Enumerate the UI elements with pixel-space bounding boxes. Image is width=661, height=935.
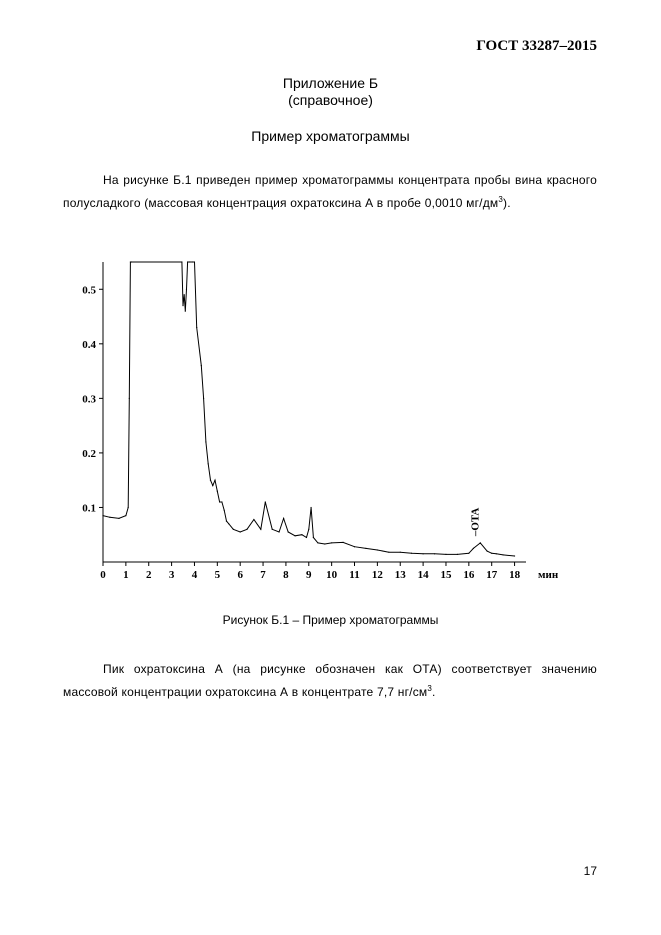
data-point xyxy=(109,517,110,518)
x-tick-label: 7 xyxy=(260,569,266,581)
data-point xyxy=(354,546,355,547)
data-point xyxy=(130,261,131,262)
data-point xyxy=(189,261,190,262)
data-point xyxy=(196,327,197,328)
chromatogram-chart xyxy=(76,256,576,586)
x-tick-label: 11 xyxy=(349,569,360,581)
data-point xyxy=(503,554,504,555)
data-point xyxy=(214,480,215,481)
data-point xyxy=(201,365,202,366)
chromatogram-trace xyxy=(103,262,515,556)
x-tick-label: 13 xyxy=(394,569,406,581)
intro-tail: ). xyxy=(503,196,511,210)
data-point xyxy=(301,534,302,535)
data-point xyxy=(377,549,378,550)
data-point xyxy=(310,507,311,508)
data-point xyxy=(185,310,186,311)
data-point xyxy=(434,553,435,554)
data-point xyxy=(205,441,206,442)
figure-caption: Рисунок Б.1 – Пример хроматограммы xyxy=(222,613,439,627)
data-point xyxy=(306,537,307,538)
data-point xyxy=(457,554,458,555)
x-tick-label: 4 xyxy=(191,569,198,581)
result-superscript: 3 xyxy=(427,684,433,693)
x-tick-label: 1 xyxy=(123,569,129,581)
x-tick-label: 12 xyxy=(371,569,383,581)
data-point xyxy=(131,261,132,262)
data-point xyxy=(118,518,119,519)
x-tick-label: 16 xyxy=(463,569,475,581)
x-tick-label: 17 xyxy=(486,569,498,581)
y-tick-label: 0.5 xyxy=(82,284,96,297)
data-point xyxy=(184,294,185,295)
data-point xyxy=(278,531,279,532)
data-point xyxy=(265,501,266,502)
data-point xyxy=(491,553,492,554)
data-point xyxy=(487,550,488,551)
data-point xyxy=(468,553,469,554)
data-point xyxy=(212,485,213,486)
data-point xyxy=(313,537,314,538)
data-point xyxy=(226,520,227,521)
data-point xyxy=(208,463,209,464)
data-point xyxy=(260,529,261,530)
data-point xyxy=(324,543,325,544)
data-point xyxy=(480,542,481,543)
x-tick-label: 6 xyxy=(237,569,243,581)
intro-text: На рисунке Б.1 приведен пример хроматограммы концентрата пробы вина красного полусладкого (массовая концентрация охратоксина А в пробе 0,0010 мг/дм xyxy=(63,173,597,210)
document-code: ГОСТ 33287–2015 xyxy=(476,38,597,54)
data-point xyxy=(125,515,126,516)
data-point xyxy=(187,261,188,262)
y-tick-label: 0.4 xyxy=(82,338,96,351)
appendix-heading xyxy=(0,75,661,109)
data-point xyxy=(317,542,318,543)
x-tick-label: 5 xyxy=(214,569,221,581)
appendix-title: Приложение Б xyxy=(282,75,379,91)
data-point xyxy=(388,552,389,553)
x-tick-label: 15 xyxy=(440,569,452,581)
data-point xyxy=(192,261,193,262)
data-point xyxy=(514,555,515,556)
data-point xyxy=(411,553,412,554)
x-tick-label: 18 xyxy=(509,569,521,581)
x-tick-label: 14 xyxy=(417,569,429,581)
x-tick-label: 9 xyxy=(306,569,312,581)
data-point xyxy=(181,261,182,262)
y-tick-label: 0.1 xyxy=(82,502,96,515)
data-point xyxy=(186,289,187,290)
page-number: 17 xyxy=(583,864,597,878)
data-point xyxy=(445,554,446,555)
x-tick-label: 2 xyxy=(145,569,152,581)
x-tick-label: 8 xyxy=(283,569,289,581)
data-point xyxy=(217,490,218,491)
data-point xyxy=(194,261,195,262)
data-point xyxy=(219,501,220,502)
data-point xyxy=(102,515,103,516)
intro-paragraph xyxy=(63,169,597,215)
data-point xyxy=(294,535,295,536)
data-point xyxy=(233,529,234,530)
data-point xyxy=(228,523,229,524)
data-point xyxy=(308,529,309,530)
data-point xyxy=(210,480,211,481)
data-point xyxy=(253,519,254,520)
appendix-subtitle: (справочное) xyxy=(288,92,373,108)
x-axis-label: мин xyxy=(538,569,559,581)
section-title: Пример хроматограммы xyxy=(251,128,410,144)
data-point xyxy=(283,518,284,519)
data-point xyxy=(128,507,129,508)
data-point xyxy=(400,552,401,553)
data-point xyxy=(342,542,343,543)
data-point xyxy=(246,529,247,530)
data-point xyxy=(203,398,204,399)
data-point xyxy=(224,510,225,511)
data-point xyxy=(496,553,497,554)
x-tick-label: 0 xyxy=(100,569,106,581)
result-paragraph xyxy=(63,658,597,704)
data-point xyxy=(129,398,130,399)
data-point xyxy=(240,531,241,532)
intro-superscript: 3 xyxy=(498,195,504,204)
y-tick-label: 0.3 xyxy=(82,393,96,406)
x-tick-label: 3 xyxy=(168,569,175,581)
result-text: Пик охратоксина А (на рисунке обозначен как ОТА) соответствует значению массовой концентрации охратоксина А в концентрате 7,7 нг/см xyxy=(63,662,597,699)
y-tick-label: 0.2 xyxy=(82,447,96,460)
data-point xyxy=(288,531,289,532)
result-tail: . xyxy=(432,685,436,699)
data-point xyxy=(473,548,474,549)
data-point xyxy=(272,529,273,530)
data-point xyxy=(423,553,424,554)
data-point xyxy=(221,501,222,502)
data-point xyxy=(182,305,183,306)
data-point xyxy=(365,548,366,549)
x-tick-label: 10 xyxy=(326,569,338,581)
data-point xyxy=(331,542,332,543)
peak-annotation: –OTA xyxy=(469,507,482,537)
